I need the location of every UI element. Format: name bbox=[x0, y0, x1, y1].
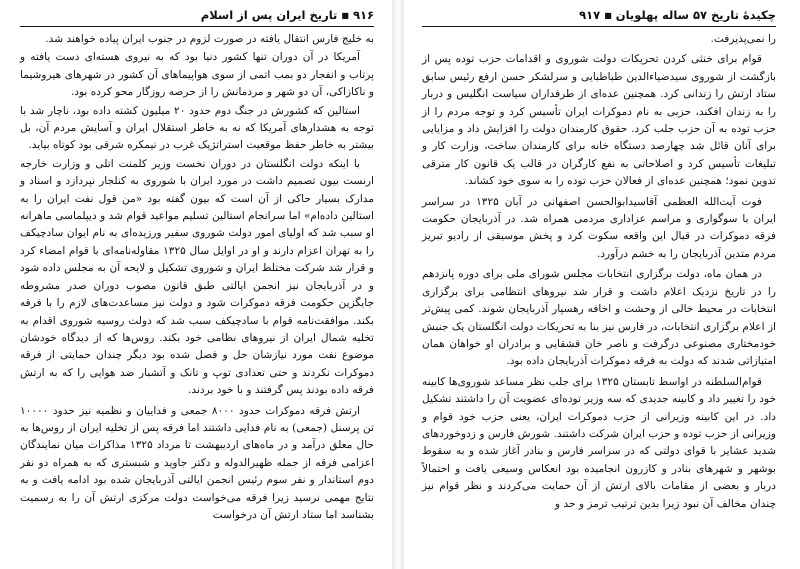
right-running-head bbox=[579, 8, 776, 22]
paragraph: در همان ماه، دولت برگزاری انتخابات مجلس شورای ملی برای دوره پانزدهم را در تاریخ نزدیک اعلام داشت و قرار شد نیروهای انتظامی برای برگزاری انتخابات در محیط خالی از وحشت و اخافه رهسپار آذربایجان شوند. کمی پیش‌تر از اعلام برگزاری انتخابات، در فارس نیز بنا به تحریکات دولت انگلستان یک جنبش خودمختاری مصنوعی درگرفت و ناصر خان قشقایی و برادران او خواهان همان امتیازاتی شدند که دولت به فرقه دموکرات آذربایجان داده بود. bbox=[422, 268, 776, 368]
left-running-head bbox=[201, 8, 374, 22]
left-page-header bbox=[20, 6, 374, 27]
paragraph: قوام برای خنثی کردن تحریکات دولت شوروی و اقدامات حزب توده پس از بازگشت از شوروی سیدضیاءالدین طباطبایی و سرلشکر حسن ارفع رئیس سابق ستاد ارتش را زندانی کرد. همچنین عده‌ای از طرفداران سیاست انگلیس و دربار را به زندان افکند، حزبی به نام دموکرات ایران تأسیس کرد و توجه مردم را از حزب توده به آن حزب جلب کرد. حقوق کارمندان دولت را افزایش داد و مزایایی برای آنان قائل شد چهارصد دستگاه خانه برای کارمندان ساخت، وزارت کار و تبلیغات تأسیس کرد و اصلاحاتی به نفع کارگران در قالب یک قانون کار مترقی تدوین نمود؛ همچنین عده‌ای از فعالان حزب توده را به سوی خود کشاند. bbox=[422, 53, 776, 188]
left-header-title: تاریخ ایران پس از اسلام bbox=[200, 8, 338, 22]
right-header-title: چکیدهٔ تاریخ ۵۷ ساله پهلویان bbox=[615, 8, 776, 22]
left-page-number: ۹۱۶ bbox=[352, 8, 374, 22]
right-page bbox=[408, 0, 796, 569]
paragraph: آمریکا در آن دوران تنها کشور دنیا بود که به نیروی هسته‌ای دست یافته و پرتاب و انفجار دو بمب اتمی از سوی هواپیماهای آن کشور در شهرهای هیروشیما و ناکازاکی، آن دو شهر و مردمانش را از حرصه روزگار محو کرده بود. bbox=[20, 51, 374, 99]
left-page-body bbox=[20, 31, 374, 524]
header-square-separator-icon: ■ bbox=[604, 10, 612, 20]
book-gutter bbox=[392, 0, 404, 569]
paragraph: ارتش فرقه دموکرات حدود ۸۰۰۰ جمعی و فداییان و نظمیه نیز حدود ۱۰۰۰۰ تن پرسنل (جمعی) به نام فدایی داشتند اما فرقه پس از تخلیه ایران از روس‌ها به حال معلق درآمد و در ماه‌های اردیبهشت تا مرداد ۱۳۲۵ مذاکرات میان نمایندگان اعزامی فرقه از جمله ظهیرالدوله و دکتر جاوید و شبستری که به همراه دو نفر دوم استاندار و نفر سوم رئیس انجمن ایالتی آذربایجان شده بود ادامه یافت و به نتایج مهمی نرسید زیرا فرقه می‌خواست دولت مرکزی ارتش آن را به رسمیت بشناسد اما ستاد ارتش آن درخواست bbox=[20, 404, 374, 521]
right-page-body bbox=[422, 31, 776, 513]
paragraph: با اینکه دولت انگلستان در دوران نخست وزیر کلمنت اتلی و وزارت خارجه ارنست بیون تصمیم داشت در مورد ایران با شوروی به کنلجار نپردازد و اسناد و مدارک بسیار حاکی از آن است که بیون گفته بود «من قول نفت ایران را به استالین داده‌ام» اما سرانجام استالین تسلیم مواعید قوام شد و دیپلماسی ماهرانه او سبب شد که اولیای امور دولت شوروی سفیر ورزیده‌ای به نام ایوان سادچیکف را به تهران اعزام دارند و او در اوایل سال ۱۳۲۵ مقاوله‌نامه‌ای با قوام امضاء کرد و قرار شد شرکت مختلط ایران و شوروی تشکیل و لایحه آن به مجلس داده شود و در آذربایجان نیز انجمن ایالتی طبق قانون مصوب دوران صدر مشروطه جایگزین حکومت فرقه دموکرات شود و دولت نیز مساعدت‌های لازم را با فرقه بکند. موافقت‌نامه قوام با سادچیکف سبب شد که دولت روسیه شوروی اقدام به تخلیه شمال ایران از نیروهای نظامی خود بکند. روس‌ها که از دیدگاه خودشان موضوع نفت مورد نیاز‌شان حل و فصل شده بود دیگر چندان حمایتی از فرقه دموکرات نکردند و حتی تعدادی توپ و تانک و آتشبار ضد هوایی را که به ارتش فرقه داده بودند پس گرفتند و با خود بردند. bbox=[20, 157, 374, 397]
paragraph: را نمی‌پذیرفت. bbox=[710, 33, 776, 45]
left-page bbox=[0, 0, 388, 569]
paragraph: قوام‌السلطنه در اواسط تابستان ۱۳۲۵ برای جلب نظر مساعد شوروی‌ها کابینه خود را تغییر داد و کابینه جدیدی که سه وزیر توده‌ای عضویت آن را داشتند تشکیل داد. در این کابینه وزیرانی از حزب دموکرات ایران، یعنی حزب خود قوام و وزیرانی از حزب توده و حزب ایران شرکت داشتند. شورش فارس و زدوخوردهای شدید عشایر با قوای دولتی که در سراسر فارس و بنادر آغاز شده و به سقوط بوشهر و شهرهای بنادر و کازرون انجامیده بود انعکاس وسیعی یافت و احتمالاً دربار و بعضی از مقامات بالای ارتش از آن حمایت می‌کردند و نظر قوام نیز چندان مخالف آن نبود زیرا بدین ترتیب ترمز و حد و bbox=[422, 375, 776, 510]
right-page-number: ۹۱۷ bbox=[579, 8, 601, 22]
paragraph: به خلیج فارس انتقال یافته در صورت لزوم در جنوب ایران پیاده خواهند شد. bbox=[45, 33, 374, 45]
paragraph: استالین که کشورش در جنگ دوم حدود ۲۰ میلیون کشته داده بود، ناچار شد با توجه به هشدارهای آمریکا که نه به خاطر استقلال ایران و آسایش مردم آن، بل بیشتر به خاطر حفظ موقعیت استراتژیک غرب در نیمکره شرقی بود کوتاه بیاید. bbox=[20, 104, 374, 152]
right-page-header bbox=[422, 6, 776, 27]
paragraph: فوت آیت‌الله العظمی آقاسیدابوالحسن اصفهانی در آبان ۱۳۲۵ در سراسر ایران با سوگواری و مراسم عزاداری مردمی همراه شد. در آذربایجان حکومت فرقه دموکرات در قبال این واقعه سکوت کرد و پخش موسیقی از رادیو تبریز مردم متدین آذربایجان را به خشم درآورد. bbox=[422, 195, 776, 260]
header-square-separator-icon: ■ bbox=[341, 10, 349, 20]
